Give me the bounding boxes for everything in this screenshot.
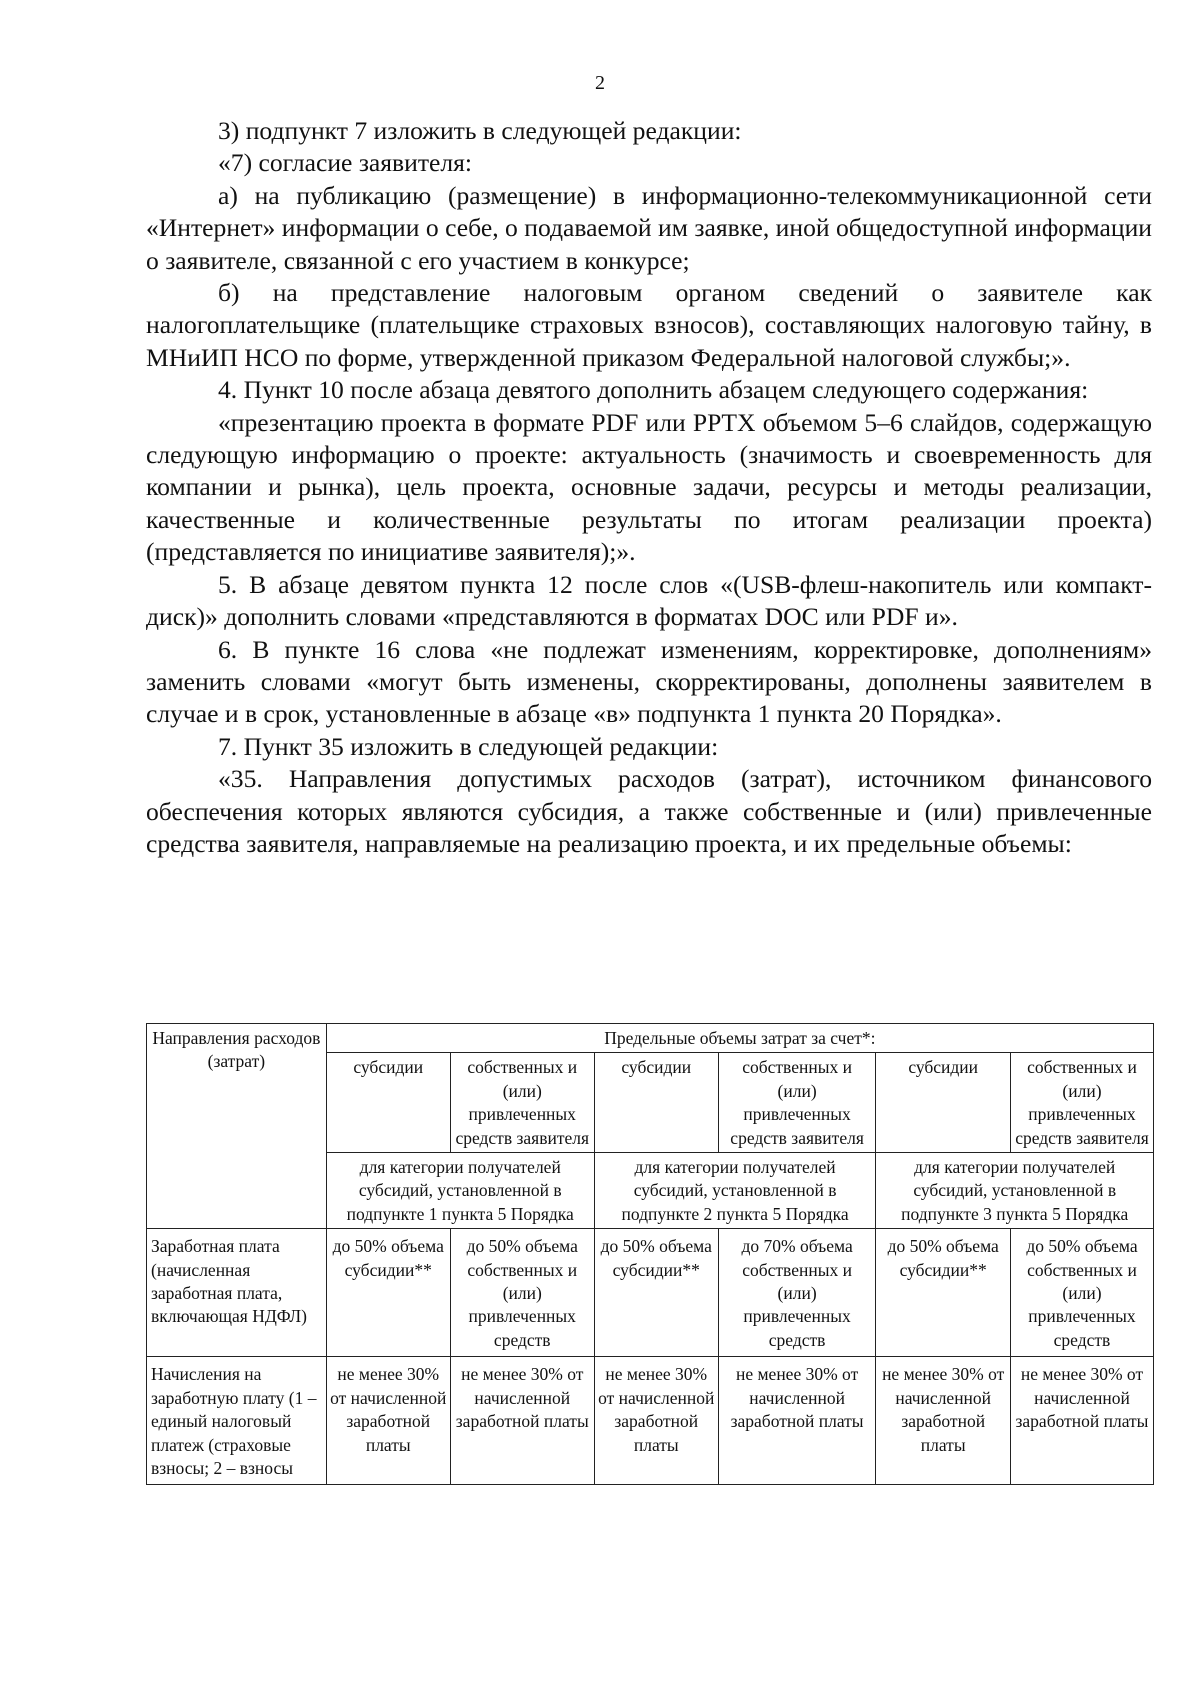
table-row (147, 1357, 1154, 1485)
row-label: Начисления на заработную плату (1 – единый налоговый платеж (страховые взносы; 2 – взносы (147, 1357, 327, 1485)
paragraph-presentation: «презентацию проекта в формате PDF или PPTX объемом 5–6 слайдов, содержащую следующую информацию о проекте: актуальность (значимость и своевременность для компании и рынка), цель проекта, основные задачи, ресурсы и методы реализации, качественные и количественные результаты по итогам реализации проекта) (представляется по инициативе заявителя);». (146, 407, 1152, 567)
table-cell: до 50% объема субсидии** (326, 1229, 450, 1357)
subheader-cell: собственных и (или) привлеченных средств заявителя (718, 1053, 876, 1153)
table-header-limits: Предельные объемы затрат за счет*: (326, 1024, 1153, 1053)
paragraph-item-7: 7. Пункт 35 изложить в следующей редакции: (218, 731, 719, 761)
table-cell: не менее 30% от начисленной заработной платы (718, 1357, 876, 1485)
table-cell: до 50% объема субсидии** (876, 1229, 1011, 1357)
document-body (146, 115, 1152, 860)
table-cell: до 50% объема собственных и (или) привлеченных средств (450, 1229, 594, 1357)
table-row (147, 1229, 1154, 1357)
table-cell: не менее 30% от начисленной заработной платы (326, 1357, 450, 1485)
paragraph-consent-heading: «7) согласие заявителя: (218, 148, 473, 178)
category-cell: для категории получателей субсидий, установленной в подпункте 3 пункта 5 Порядка (876, 1153, 1154, 1229)
paragraph-item-6: 6. В пункте 16 слова «не подлежат изменениям, корректировке, дополнениям» заменить словами «могут быть изменены, скорректированы, дополнены заявителем в случае и в срок, установленные в абзаце «в» подпункта 1 пункта 20 Порядка». (146, 634, 1152, 729)
paragraph-item-5: 5. В абзаце девятом пункта 12 после слов «(USB-флеш-накопитель или компакт-диск)» дополнить словами «представляются в форматах DOC или PDF и». (146, 569, 1152, 632)
paragraph-item-4: 4. Пункт 10 после абзаца девятого дополнить абзацем следующего содержания: (218, 375, 1089, 405)
table-cell: не менее 30% от начисленной заработной платы (594, 1357, 718, 1485)
table-cell: до 70% объема собственных и (или) привлеченных средств (718, 1229, 876, 1357)
category-cell: для категории получателей субсидий, установленной в подпункте 2 пункта 5 Порядка (594, 1153, 876, 1229)
paragraph-consent-a: а) на публикацию (размещение) в информационно-телекоммуникационной сети «Интернет» информации о себе, о подаваемой им заявке, иной общедоступной информации о заявителе, связанной с его участием в конкурсе; (146, 180, 1152, 275)
table-cell: до 50% объема субсидии** (594, 1229, 718, 1357)
subheader-cell: субсидии (876, 1053, 1011, 1153)
table-cell: до 50% объема собственных и (или) привлеченных средств (1010, 1229, 1153, 1357)
category-cell: для категории получателей субсидий, установленной в подпункте 1 пункта 5 Порядка (326, 1153, 594, 1229)
page-number: 2 (595, 72, 605, 94)
table-header-row (147, 1024, 1154, 1053)
paragraph-subpoint-3: 3) подпункт 7 изложить в следующей редакции: (218, 116, 742, 145)
subheader-cell: собственных и (или) привлеченных средств заявителя (450, 1053, 594, 1153)
subheader-cell: субсидии (594, 1053, 718, 1153)
table-cell: не менее 30% от начисленной заработной платы (1010, 1357, 1153, 1485)
paragraph-item-35: «35. Направления допустимых расходов (затрат), источником финансового обеспечения которых являются субсидия, а также собственные и (или) привлеченные средства заявителя, направляемые на реализацию проекта, и их предельные объемы: (146, 764, 1152, 858)
subheader-cell: собственных и (или) привлеченных средств заявителя (1010, 1053, 1153, 1153)
table-cell: не менее 30% от начисленной заработной платы (876, 1357, 1011, 1485)
paragraph-consent-b: б) на представление налоговым органом сведений о заявителе как налогоплательщике (плательщике страховых взносов), составляющих налоговую тайну, в МНиИП НСО по форме, утвержденной приказом Федеральной налоговой службы;». (146, 278, 1152, 372)
table-cell: не менее 30% от начисленной заработной платы (450, 1357, 594, 1485)
expense-limits-table (146, 1023, 1154, 1485)
row-label: Заработная плата (начисленная заработная плата, включающая НДФЛ) (147, 1229, 327, 1357)
table-header-directions: Направления расходов (затрат) (147, 1024, 327, 1229)
subheader-cell: субсидии (326, 1053, 450, 1153)
